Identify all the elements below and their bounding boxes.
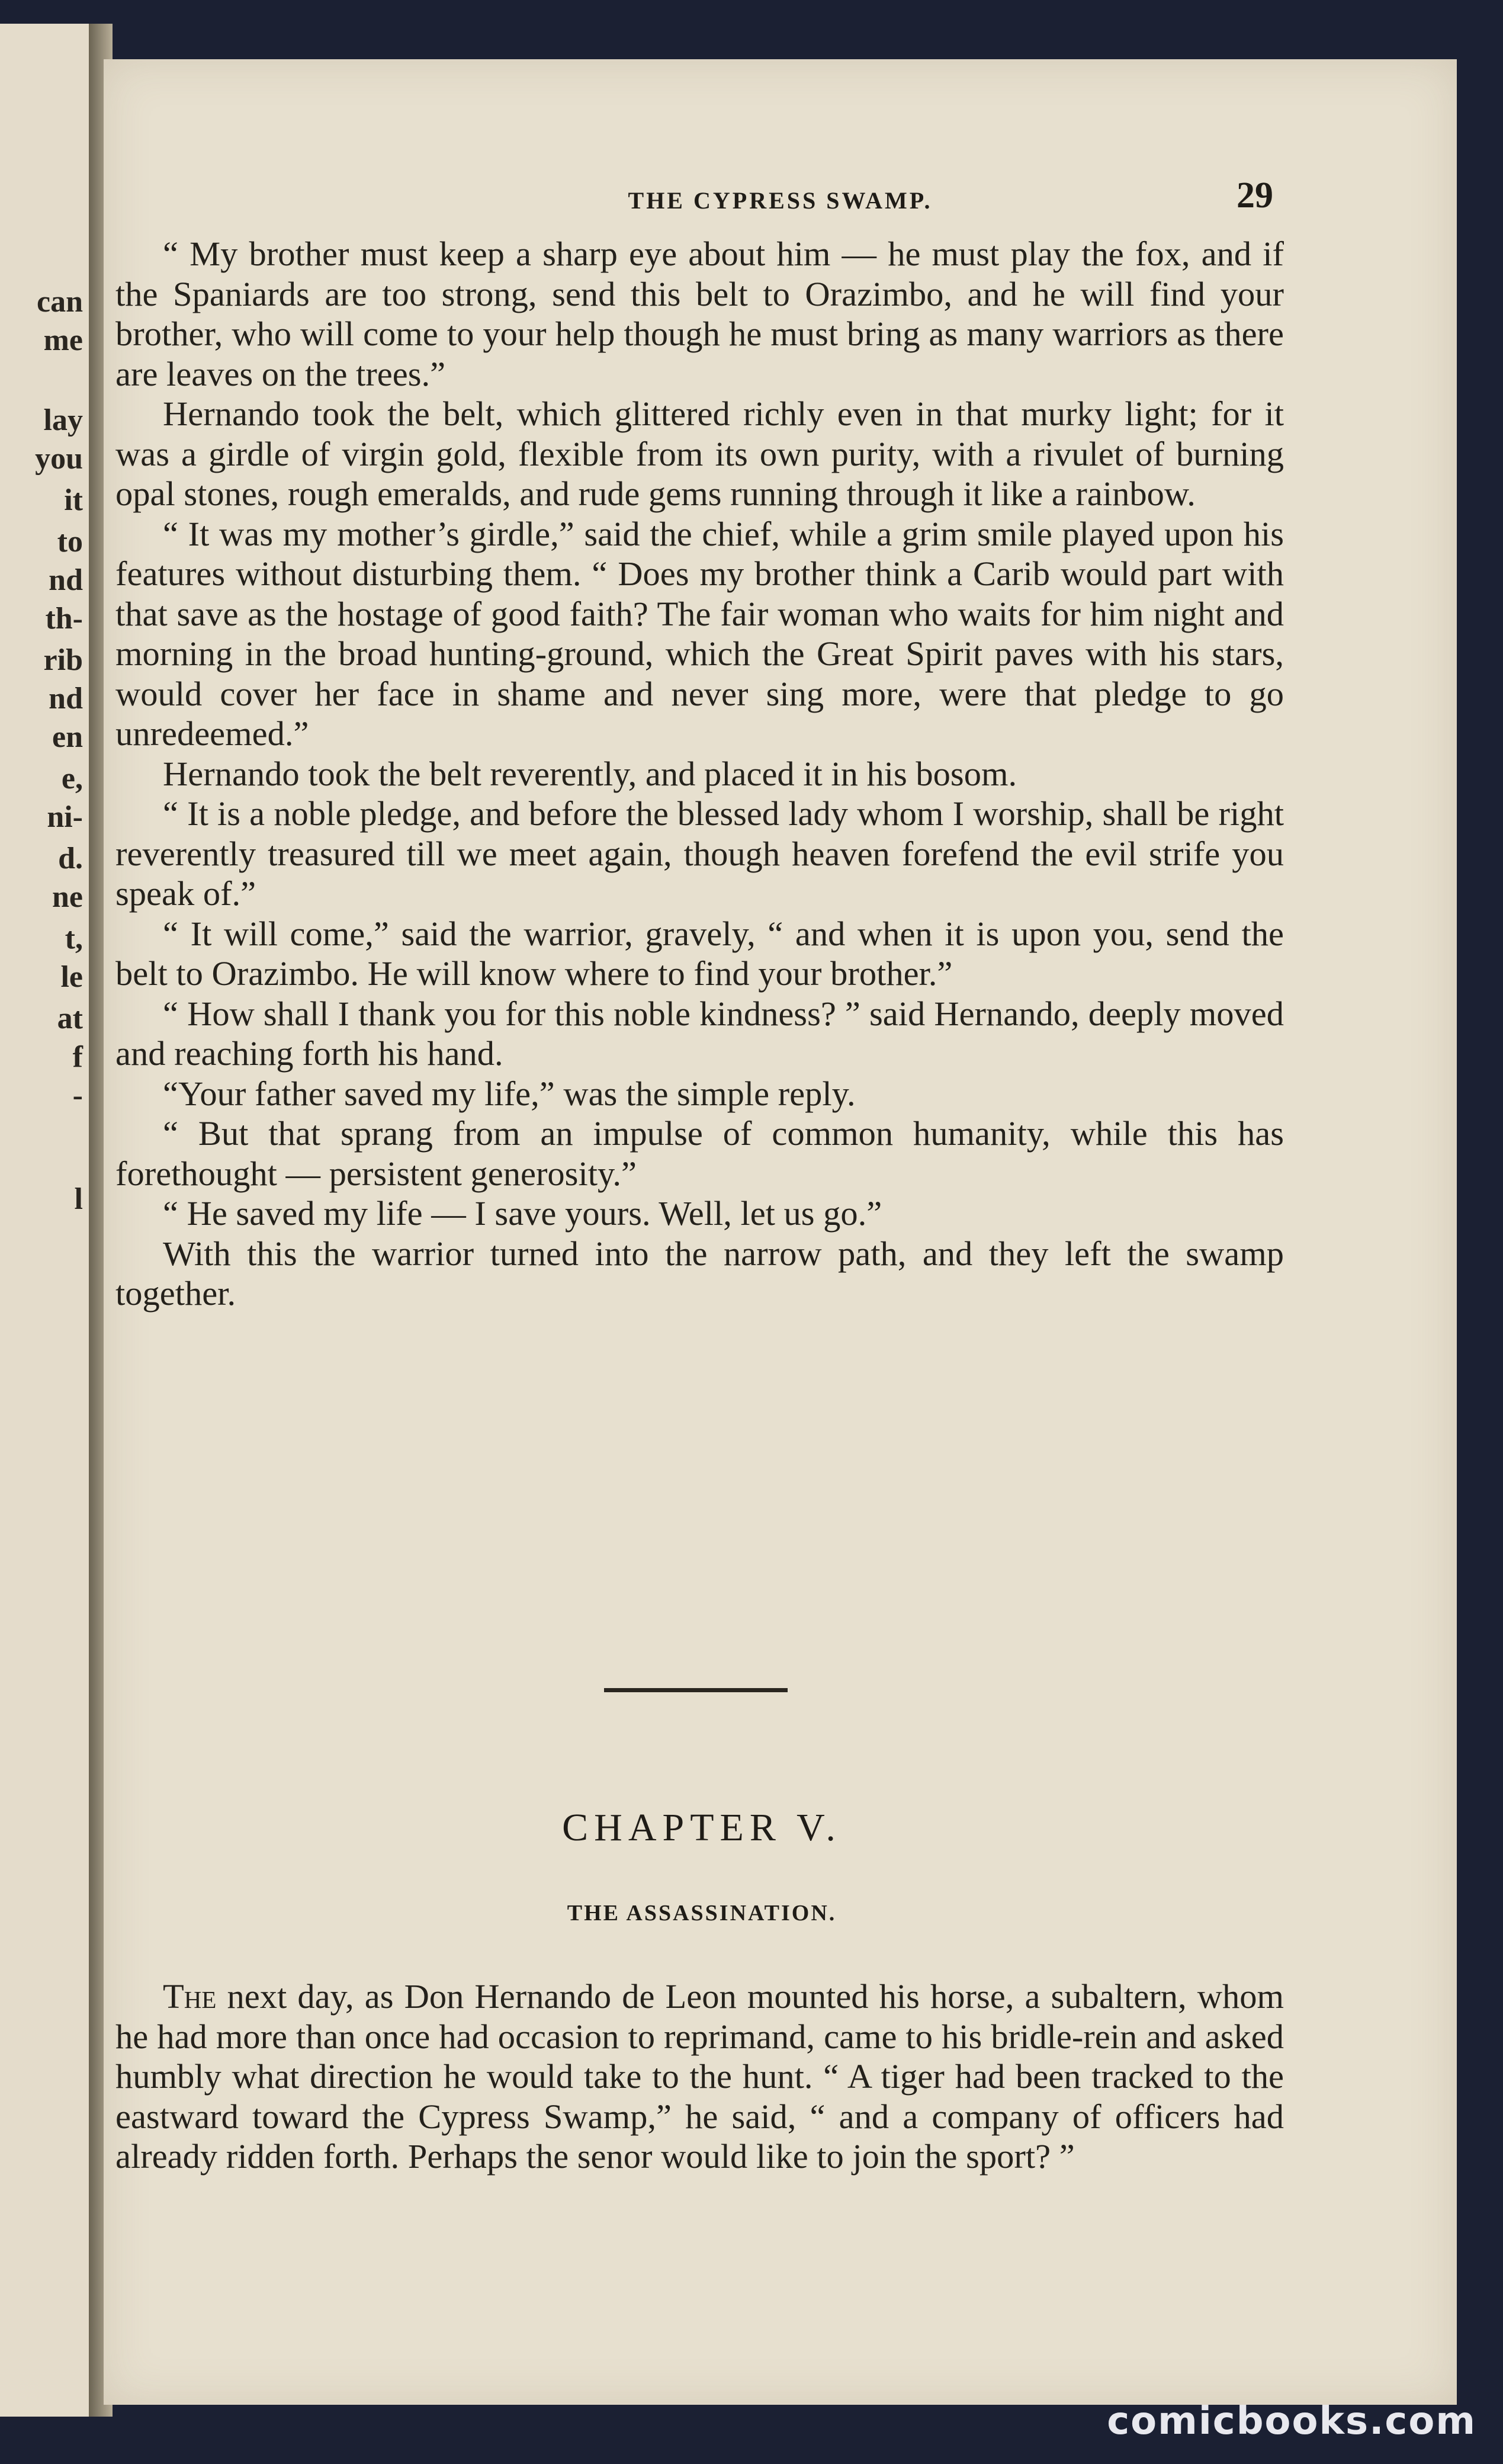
running-head: THE CYPRESS SWAMP. [628, 187, 933, 214]
left-fragment: to [57, 525, 83, 559]
paragraph: “ My brother must keep a sharp eye about him — he must play the fox, and if the Spaniards are too strong, send this belt to Orazimbo, and he will find your brother, who will come to your help though he must bring as many warriors as there are leaves on the trees.” [115, 235, 1284, 393]
paragraph: “ It is a noble pledge, and before the blessed lady whom I worship, shall be right reverently treasured till we meet again, though heaven forefend the evil strife you speak of.” [115, 794, 1284, 913]
left-fragment: it [64, 483, 83, 517]
chapter-title: CHAPTER V. [562, 1806, 842, 1849]
paragraph: “ It was my mother’s girdle,” said the chief, while a grim smile played upon his features without disturbing them. “ Does my brother think a Carib would part with that save as the hostage of good faith? The fair woman who waits for him night and morning in the broad hunting-ground, which the Great Spirit paves with his stars, would cover her face in shame and never sing more, were that pledge to go unredeemed.” [115, 514, 1284, 753]
left-fragment: ni- [47, 800, 83, 834]
page-number: 29 [1237, 175, 1273, 216]
left-fragment: - [72, 1079, 83, 1112]
paragraph: Hernando took the belt reverently, and placed it in his bosom. [163, 754, 1017, 793]
paragraph: “ It will come,” said the warrior, gravely, “ and when it is upon you, send the belt to Orazimbo. He will know where to find your brother.” [115, 914, 1284, 993]
opening-text: next day, as Don Hernando de Leon mounted his horse, a subaltern, whom he had more than once had occasion to reprimand, came to his bridle-rein and asked humbly what direction he would take to the hunt. “ A tiger had been tracked to the eastward toward the Cypress Swamp,” he said, “ and a company of officers had already ridden forth. Perhaps the senor would like to join the sport? ” [115, 1977, 1284, 2176]
paragraph: “Your father saved my life,” was the simple reply. [163, 1074, 856, 1113]
left-fragment: th- [45, 602, 83, 636]
book-page [104, 59, 1457, 2405]
left-fragment: l [74, 1182, 83, 1216]
left-fragment: f [72, 1040, 83, 1074]
chapter-subtitle: THE ASSASSINATION. [567, 1901, 837, 1926]
left-fragment: can [37, 285, 83, 319]
left-fragment: t, [65, 922, 83, 955]
left-fragment: e, [61, 762, 83, 795]
left-fragment: le [60, 960, 83, 994]
body-text [115, 234, 1284, 1314]
left-fragment: nd [49, 563, 83, 597]
left-page-edge [0, 24, 92, 2417]
left-fragment: you [35, 442, 83, 476]
left-fragment: lay [43, 403, 83, 437]
left-fragment: nd [49, 682, 83, 716]
paragraph: Hernando took the belt, which glittered richly even in that murky light; for it was a girdle of virgin gold, flexible from its own purity, with a rivulet of burning opal stones, rough emeralds, and rude gems running through it like a rainbow. [115, 394, 1284, 513]
left-fragment: en [52, 720, 83, 754]
opening-word: The [163, 1977, 217, 2016]
left-fragment: at [57, 1002, 83, 1035]
paragraph: “ He saved my life — I save yours. Well, let us go.” [163, 1194, 882, 1233]
section-divider-rule [604, 1688, 788, 1692]
left-fragment: me [43, 323, 83, 357]
watermark: comicbooks.com [1107, 2399, 1476, 2443]
paragraph: “ But that sprang from an impulse of common humanity, while this has forethought — persistent generosity.” [115, 1114, 1284, 1193]
chapter-opening-paragraph [115, 1977, 1284, 2177]
paragraph: With this the warrior turned into the narrow path, and they left the swamp together. [115, 1234, 1284, 1313]
paragraph: “ How shall I thank you for this noble kindness? ” said Hernando, deeply moved and reaching forth his hand. [115, 994, 1284, 1073]
left-fragment: ne [52, 880, 83, 914]
chapter-opening [115, 1977, 1284, 2177]
left-fragment: d. [58, 842, 83, 875]
left-fragment: rib [43, 643, 83, 677]
